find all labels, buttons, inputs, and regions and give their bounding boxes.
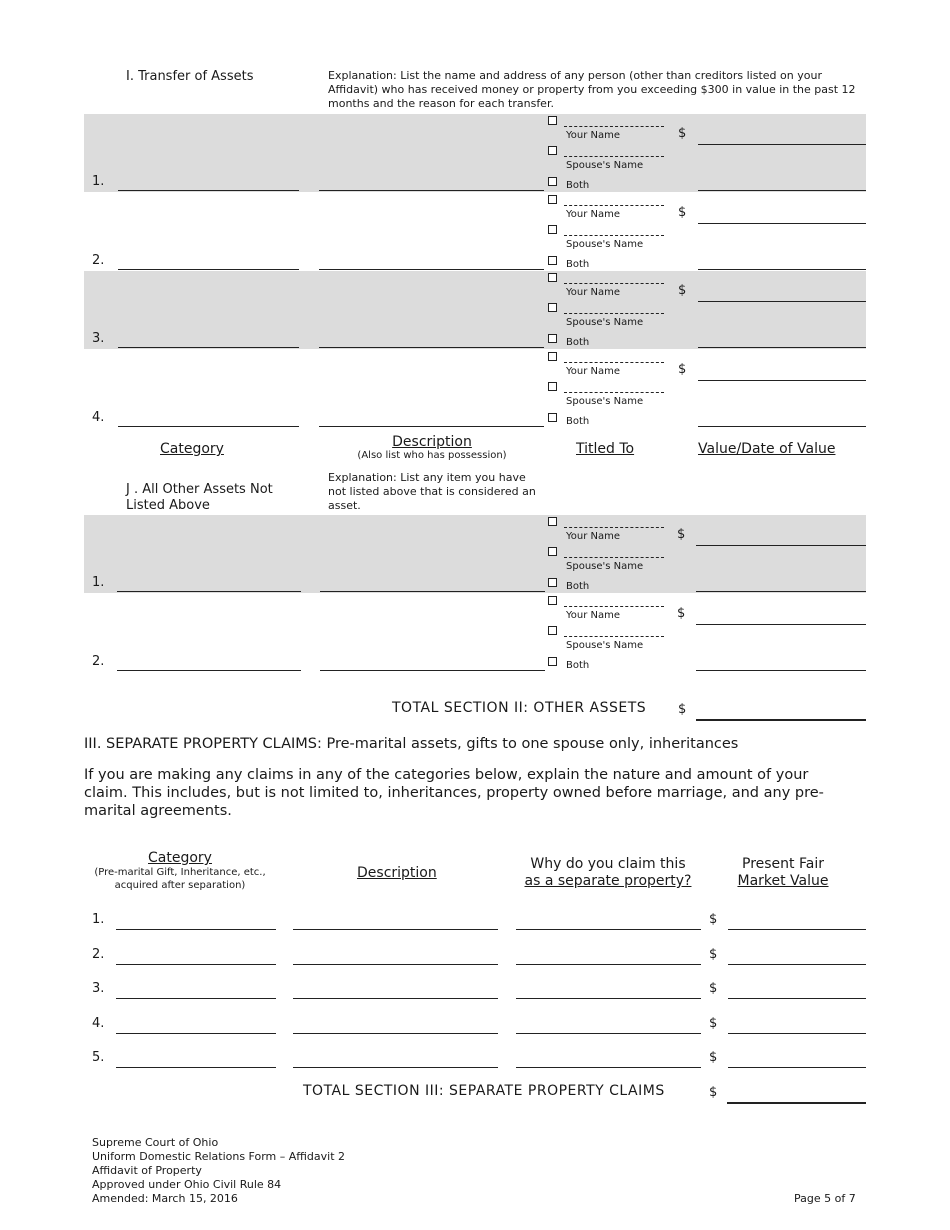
iii-col-value-line1: Present Fair bbox=[742, 856, 824, 872]
description-field[interactable] bbox=[320, 670, 545, 671]
reason-field[interactable] bbox=[516, 964, 701, 965]
spouse-name-label: Spouse's Name bbox=[566, 160, 644, 171]
your-name-checkbox[interactable] bbox=[548, 195, 557, 204]
currency-symbol: $ bbox=[678, 283, 687, 298]
row-band bbox=[84, 515, 866, 593]
spouse-name-input[interactable] bbox=[564, 156, 664, 157]
both-label: Both bbox=[566, 581, 590, 592]
market-value-field[interactable] bbox=[728, 964, 866, 965]
iii-col-value-group bbox=[718, 856, 848, 890]
iii-col-why-line1: Why do you claim this bbox=[530, 856, 686, 872]
row-number: 2. bbox=[92, 654, 105, 669]
section-iii-intro: If you are making any claims in any of the categories below, explain the nature and amount of your claim. This includes, but is not limited to, inheritances, property owned before marriage, and any pre-marital agreements. bbox=[84, 767, 824, 819]
market-value-field[interactable] bbox=[728, 998, 866, 999]
your-name-label: Your Name bbox=[566, 208, 621, 220]
row-number: 4. bbox=[92, 1015, 105, 1031]
description-field[interactable] bbox=[293, 998, 498, 999]
category-field[interactable] bbox=[116, 1067, 276, 1068]
row-number: 2. bbox=[92, 946, 105, 962]
both-checkbox[interactable] bbox=[548, 334, 557, 343]
category-field[interactable] bbox=[116, 1033, 276, 1034]
footer bbox=[92, 1136, 345, 1206]
page-number: Page 5 of 7 bbox=[794, 1192, 856, 1205]
both-checkbox[interactable] bbox=[548, 256, 557, 265]
iii-col-value-line2: Market Value bbox=[737, 873, 829, 889]
spouse-name-label: Spouse's Name bbox=[566, 238, 644, 250]
your-name-checkbox[interactable] bbox=[548, 517, 557, 526]
description-field[interactable] bbox=[293, 1067, 498, 1068]
category-field[interactable] bbox=[118, 190, 299, 191]
reason-field[interactable] bbox=[516, 1033, 701, 1034]
col-header-description-note: (Also list who has possession) bbox=[357, 450, 507, 461]
currency-symbol: $ bbox=[709, 1050, 718, 1065]
value-field[interactable] bbox=[698, 301, 866, 302]
description-field[interactable] bbox=[319, 190, 544, 191]
currency-symbol: $ bbox=[677, 606, 686, 621]
your-name-label: Your Name bbox=[566, 531, 621, 542]
market-value-field[interactable] bbox=[728, 929, 866, 930]
date-of-value-field[interactable] bbox=[698, 269, 866, 270]
col-header-description: Description bbox=[392, 434, 472, 450]
spouse-name-checkbox[interactable] bbox=[548, 626, 557, 635]
footer-line: Amended: March 15, 2016 bbox=[92, 1192, 238, 1205]
iii-col-category: Category bbox=[148, 850, 212, 866]
spouse-name-label: Spouse's Name bbox=[566, 640, 644, 651]
spouse-name-input[interactable] bbox=[564, 313, 664, 314]
your-name-input[interactable] bbox=[564, 606, 664, 607]
iii-col-why-line2: as a separate property? bbox=[524, 873, 692, 889]
spouse-name-input[interactable] bbox=[564, 557, 664, 558]
your-name-label: Your Name bbox=[566, 365, 621, 377]
your-name-input[interactable] bbox=[564, 527, 664, 528]
row-number: 5. bbox=[92, 1050, 105, 1065]
date-of-value-field[interactable] bbox=[696, 670, 866, 671]
your-name-input[interactable] bbox=[564, 362, 664, 363]
currency-symbol: $ bbox=[678, 361, 687, 377]
col-header-category: Category bbox=[160, 441, 224, 457]
spouse-name-checkbox[interactable] bbox=[548, 146, 557, 155]
section-j-title: J . All Other Assets Not Listed Above bbox=[126, 482, 273, 513]
footer-line: Supreme Court of Ohio bbox=[92, 1136, 219, 1149]
currency-symbol: $ bbox=[678, 702, 687, 717]
section-j-explanation: Explanation: List any item you have not listed above that is considered an asset. bbox=[328, 471, 536, 512]
section-iii-heading: III. SEPARATE PROPERTY CLAIMS: Pre-marital assets, gifts to one spouse only, inheritances bbox=[84, 736, 739, 752]
date-of-value-field[interactable] bbox=[698, 347, 866, 348]
both-label: Both bbox=[566, 337, 590, 348]
row-number: 1. bbox=[92, 575, 105, 590]
spouse-name-checkbox[interactable] bbox=[548, 547, 557, 556]
both-checkbox[interactable] bbox=[548, 657, 557, 666]
category-field[interactable] bbox=[117, 591, 301, 592]
total-section-ii-field[interactable] bbox=[696, 719, 866, 721]
category-field[interactable] bbox=[117, 670, 301, 671]
row-number: 4. bbox=[92, 409, 105, 425]
value-field[interactable] bbox=[698, 144, 866, 145]
category-field[interactable] bbox=[116, 964, 276, 965]
description-field[interactable] bbox=[293, 964, 498, 965]
value-field[interactable] bbox=[696, 624, 866, 625]
total-section-ii-label: TOTAL SECTION II: OTHER ASSETS bbox=[392, 700, 647, 716]
iii-col-why-group bbox=[508, 856, 708, 890]
your-name-checkbox[interactable] bbox=[548, 273, 557, 282]
value-field[interactable] bbox=[698, 380, 866, 381]
both-label: Both bbox=[566, 258, 590, 270]
total-section-iii-field[interactable] bbox=[727, 1102, 866, 1104]
spouse-name-checkbox[interactable] bbox=[548, 303, 557, 312]
currency-symbol: $ bbox=[677, 527, 686, 542]
col-header-value-date: Value/Date of Value bbox=[698, 441, 836, 457]
currency-symbol: $ bbox=[709, 1085, 718, 1100]
spouse-name-input[interactable] bbox=[564, 636, 664, 637]
total-section-iii-label: TOTAL SECTION III: SEPARATE PROPERTY CLAIMS bbox=[303, 1083, 665, 1099]
value-field[interactable] bbox=[698, 223, 866, 224]
your-name-input[interactable] bbox=[564, 283, 664, 284]
both-label: Both bbox=[566, 660, 590, 671]
currency-symbol: $ bbox=[678, 204, 687, 220]
description-field[interactable] bbox=[293, 1033, 498, 1034]
category-field[interactable] bbox=[118, 269, 299, 270]
your-name-checkbox[interactable] bbox=[548, 352, 557, 361]
iii-col-description: Description bbox=[357, 865, 437, 881]
currency-symbol: $ bbox=[709, 981, 718, 996]
spouse-name-checkbox[interactable] bbox=[548, 225, 557, 234]
row-number: 1. bbox=[92, 912, 105, 927]
market-value-field[interactable] bbox=[728, 1033, 866, 1034]
reason-field[interactable] bbox=[516, 998, 701, 999]
section-i-title: I. Transfer of Assets bbox=[126, 69, 254, 84]
category-field[interactable] bbox=[116, 998, 276, 999]
currency-symbol: $ bbox=[709, 912, 718, 927]
footer-line: Approved under Ohio Civil Rule 84 bbox=[92, 1178, 282, 1191]
iii-col-category-group bbox=[84, 850, 276, 892]
your-name-label: Your Name bbox=[566, 130, 621, 141]
spouse-name-checkbox[interactable] bbox=[548, 382, 557, 391]
both-label: Both bbox=[566, 415, 590, 427]
spouse-name-label: Spouse's Name bbox=[566, 561, 644, 572]
reason-field[interactable] bbox=[516, 929, 701, 930]
iii-col-category-note: (Pre-marital Gift, Inheritance, etc., acquired after separation) bbox=[94, 867, 266, 891]
description-field[interactable] bbox=[319, 269, 544, 270]
currency-symbol: $ bbox=[709, 946, 718, 962]
date-of-value-field[interactable] bbox=[696, 591, 866, 592]
description-field[interactable] bbox=[320, 591, 545, 592]
description-field[interactable] bbox=[319, 426, 544, 427]
footer-line: Uniform Domestic Relations Form – Affidavit 2 bbox=[92, 1150, 346, 1163]
both-label: Both bbox=[566, 180, 590, 191]
row-band bbox=[84, 271, 866, 349]
currency-symbol: $ bbox=[709, 1015, 718, 1031]
both-checkbox[interactable] bbox=[548, 413, 557, 422]
footer-line: Affidavit of Property bbox=[92, 1164, 202, 1177]
description-field[interactable] bbox=[293, 929, 498, 930]
reason-field[interactable] bbox=[516, 1067, 701, 1068]
both-checkbox[interactable] bbox=[548, 578, 557, 587]
category-field[interactable] bbox=[118, 426, 299, 427]
row-number: 1. bbox=[92, 174, 105, 189]
date-of-value-field[interactable] bbox=[698, 190, 866, 191]
col-header-titled-to: Titled To bbox=[576, 441, 635, 457]
row-number: 2. bbox=[92, 252, 105, 268]
spouse-name-input[interactable] bbox=[564, 235, 664, 236]
your-name-label: Your Name bbox=[566, 287, 621, 298]
market-value-field[interactable] bbox=[728, 1067, 866, 1068]
value-field[interactable] bbox=[696, 545, 866, 546]
your-name-input[interactable] bbox=[564, 205, 664, 206]
row-band bbox=[84, 114, 866, 192]
spouse-name-input[interactable] bbox=[564, 392, 664, 393]
section-i-explanation: Explanation: List the name and address of any person (other than creditors listed on your Affidavit) who has received money or property from you exceeding $300 in value in the past 12 months and the reason for each transfer. bbox=[328, 69, 856, 110]
row-number: 3. bbox=[92, 331, 105, 346]
description-field[interactable] bbox=[319, 347, 544, 348]
your-name-input[interactable] bbox=[564, 126, 664, 127]
col-header-description-group bbox=[332, 434, 532, 461]
your-name-label: Your Name bbox=[566, 610, 621, 621]
category-field[interactable] bbox=[116, 929, 276, 930]
both-checkbox[interactable] bbox=[548, 177, 557, 186]
your-name-checkbox[interactable] bbox=[548, 116, 557, 125]
currency-symbol: $ bbox=[678, 126, 687, 141]
date-of-value-field[interactable] bbox=[698, 426, 866, 427]
category-field[interactable] bbox=[118, 347, 299, 348]
spouse-name-label: Spouse's Name bbox=[566, 317, 644, 328]
row-number: 3. bbox=[92, 981, 105, 996]
your-name-checkbox[interactable] bbox=[548, 596, 557, 605]
spouse-name-label: Spouse's Name bbox=[566, 395, 644, 407]
